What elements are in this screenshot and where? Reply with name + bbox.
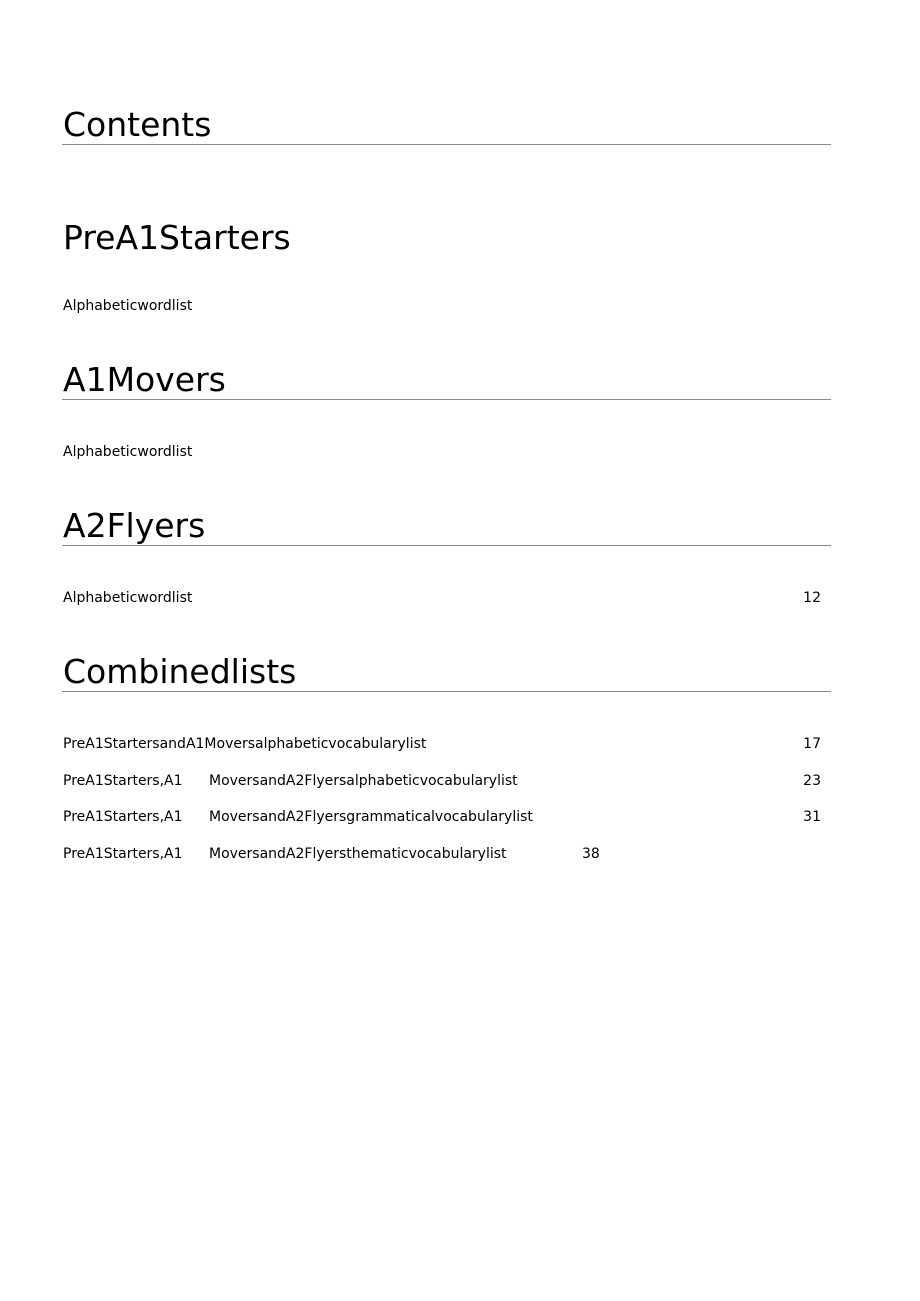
toc-entry-combined-alphabetic[interactable]: MoversandA2Flyersalphabeticvocabularylist bbox=[209, 773, 518, 789]
toc-entry-prefix[interactable]: PreA1Starters,A1 bbox=[63, 846, 183, 862]
toc-page-number: 23 bbox=[803, 773, 821, 789]
flyers-divider bbox=[62, 545, 831, 546]
section-heading-starters: PreA1Starters bbox=[63, 218, 291, 257]
section-heading-combined: Combinedlists bbox=[63, 652, 297, 691]
toc-page-number: 38 bbox=[582, 846, 600, 862]
toc-entry-prefix[interactable]: PreA1Starters,A1 bbox=[63, 809, 183, 825]
toc-page-number: 12 bbox=[803, 590, 821, 606]
toc-page-number: 17 bbox=[803, 736, 821, 752]
toc-entry-combined-grammatical[interactable]: MoversandA2Flyersgrammaticalvocabularylist bbox=[209, 809, 533, 825]
title-divider bbox=[62, 144, 831, 145]
toc-entry-flyers-alphabetic[interactable]: Alphabeticwordlist bbox=[63, 590, 193, 606]
toc-entry-combined-starters-movers[interactable]: PreA1StartersandA1Moversalphabeticvocabularylist bbox=[63, 736, 427, 752]
toc-entry-starters-alphabetic[interactable]: Alphabeticwordlist bbox=[63, 298, 193, 314]
toc-entry-movers-alphabetic[interactable]: Alphabeticwordlist bbox=[63, 444, 193, 460]
combined-divider bbox=[62, 691, 831, 692]
toc-entry-combined-thematic[interactable]: MoversandA2Flyersthematicvocabularylist bbox=[209, 846, 507, 862]
movers-divider bbox=[62, 399, 831, 400]
section-heading-movers: A1Movers bbox=[63, 360, 226, 399]
page-title: Contents bbox=[63, 105, 212, 144]
toc-page-number: 31 bbox=[803, 809, 821, 825]
toc-entry-prefix[interactable]: PreA1Starters,A1 bbox=[63, 773, 183, 789]
section-heading-flyers: A2Flyers bbox=[63, 506, 206, 545]
